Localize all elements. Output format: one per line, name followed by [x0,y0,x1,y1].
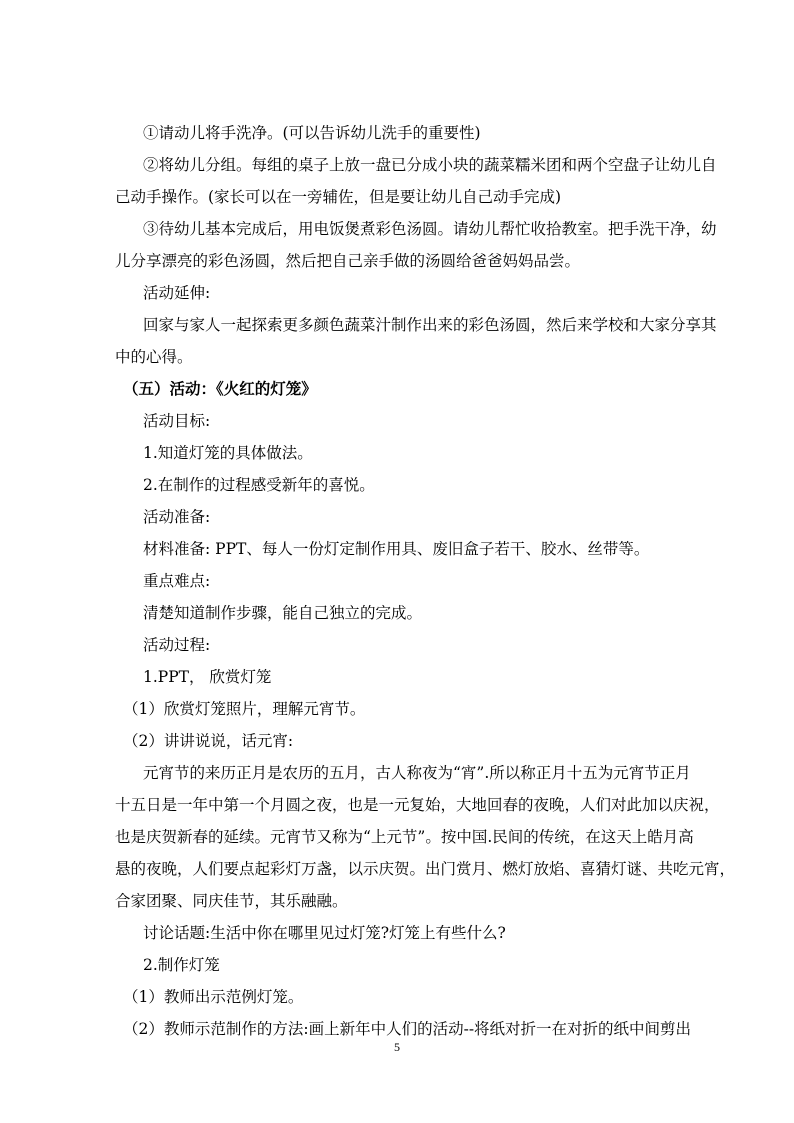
section-label: 活动目标: [143,412,211,430]
paragraph-line: 材料准备: PPT、每人一份灯定制作用具、废旧盒子若干、胶水、丝带等。 [143,540,650,558]
section-heading: （五）活动：《火红的灯笼》 [123,379,317,398]
paragraph-line: 也是庆贺新春的延续。元宵节又称为“上元节”。按中国.民间的传统，在这天上皓月高 [115,828,694,846]
page-number: 5 [394,1040,400,1054]
list-item: 1.知道灯笼的具体做法。 [143,444,313,462]
list-item: （1）欣赏灯笼照片，理解元宵节。 [123,700,366,718]
paragraph-line: 回家与家人一起探索更多颜色蔬菜汁制作出来的彩色汤圆，然后来学校和大家分享其 [143,316,717,334]
paragraph-line: 清楚知道制作步骤，能自己独立的完成。 [143,604,423,622]
paragraph-line: 悬的夜晚，人们要点起彩灯万盏，以示庆贺。出门赏月、燃灯放焰、喜猜灯谜、共吃元宵， [115,860,736,878]
paragraph-line: 中的心得。 [115,348,193,366]
paragraph-line: 己动手操作。(家长可以在一旁辅佐，但是要让幼儿自己动手完成) [115,188,562,206]
paragraph-line: ①请动儿将手洗净。(可以告诉幼儿洗手的重要性) [143,124,481,142]
paragraph-line: 元宵节的来历正月是农历的五月，古人称夜为“宵”.所以称正月十五为元宵节正月 [143,764,691,782]
list-item: （2）教师示范制作的方法:画上新年中人们的活动--将纸对折一在对折的纸中间剪出 [123,1020,692,1038]
list-item: 2.在制作的过程感受新年的喜悦。 [143,476,375,494]
list-item: 2.制作灯笼 [143,956,220,974]
section-label: 活动延伸: [143,284,211,302]
paragraph-line: 讨论话题:生活中你在哪里见过灯笼?灯笼上有些什么? [143,924,506,942]
paragraph-line: 儿分享漂亮的彩色汤圆，然后把自己亲手做的汤圆给爸爸妈妈品尝。 [115,252,581,270]
section-label: 活动准备: [143,508,211,526]
section-label: 重点难点: [143,572,211,590]
list-item: （1）教师出示范例灯笼。 [123,988,304,1006]
list-item: 1.PPT， 欣赏灯笼 [143,668,272,686]
paragraph-line: 十五日是一年中第一个月圆之夜，也是一元复始，大地回春的夜晚，人们对此加以庆祝， [115,796,720,814]
list-item: （2）讲讲说说，话元宵: [123,732,294,750]
paragraph-line: ③待幼儿基本完成后，用电饭煲煮彩色汤圆。请幼儿帮忙收拾教室。把手洗干净，幼 [143,220,717,238]
paragraph-line: ②将幼儿分组。每组的桌子上放一盘已分成小块的蔬菜糯米团和两个空盘子让幼儿自 [143,156,717,174]
section-label: 活动过程: [143,636,211,654]
paragraph-line: 合家团聚、同庆佳节，其乐融融。 [115,892,348,910]
